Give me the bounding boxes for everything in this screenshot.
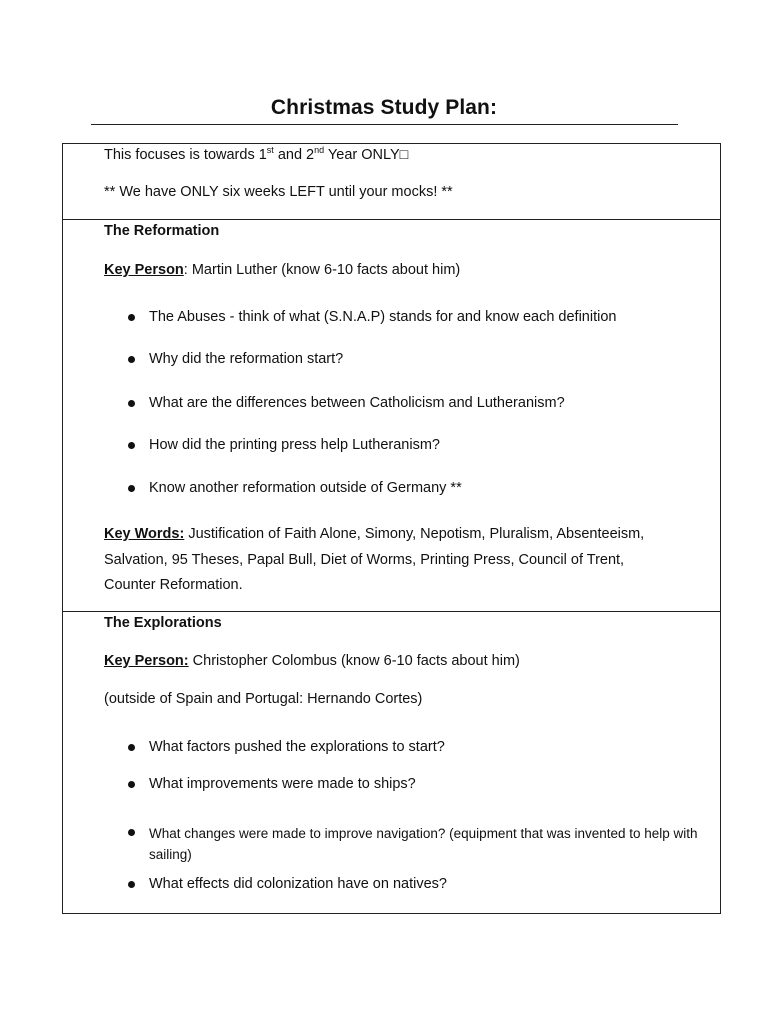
bullet-icon xyxy=(128,356,135,363)
intro-sup-second: nd xyxy=(314,145,325,156)
intro-line-1-part-b: and 2 xyxy=(273,147,315,163)
key-words-label: Key Words: xyxy=(104,526,185,542)
explorations-note: (outside of Spain and Portugal: Hernando Cortes) xyxy=(104,691,423,707)
key-words-line-2: Salvation, 95 Theses, Papal Bull, Diet of Worms, Printing Press, Council of Trent, xyxy=(104,552,625,568)
title-underline xyxy=(91,124,678,125)
bullet-icon xyxy=(128,314,135,321)
bullet-icon xyxy=(128,781,135,788)
key-words-line-3: Counter Reformation. xyxy=(104,577,243,593)
bullet-icon xyxy=(128,442,135,449)
intro-line-1-part-c: Year ONLY□ xyxy=(324,147,409,163)
reformation-bullet-1: The Abuses - think of what (S.N.A.P) stands for and know each definition xyxy=(149,309,617,325)
explorations-key-person xyxy=(104,652,520,670)
bullet-icon xyxy=(128,744,135,751)
key-words-line-1 xyxy=(104,525,644,543)
key-person-text: : Martin Luther (know 6-10 facts about him) xyxy=(183,262,461,278)
key-person-label: Key Person: xyxy=(104,653,189,669)
explorations-bullet-1: What factors pushed the explorations to start? xyxy=(149,739,445,755)
reformation-heading: The Reformation xyxy=(104,223,220,239)
reformation-bullet-4: How did the printing press help Lutheranism? xyxy=(149,437,440,453)
explorations-bullet-4: What effects did colonization have on natives? xyxy=(149,876,447,892)
bullet-icon xyxy=(128,881,135,888)
intro-line-1-part-a: This focuses is towards 1 xyxy=(104,147,267,163)
page-title: Christmas Study Plan: xyxy=(270,96,498,119)
intro-line-2: ** We have ONLY six weeks LEFT until your mocks! ** xyxy=(104,184,453,200)
intro-sup-first: st xyxy=(266,145,274,156)
bullet-icon xyxy=(128,400,135,407)
key-person-label: Key Person xyxy=(104,262,184,278)
reformation-bullet-3: What are the differences between Catholicism and Lutheranism? xyxy=(149,395,565,411)
key-person-text: Christopher Colombus (know 6-10 facts about him) xyxy=(188,653,520,669)
explorations-bullet-2: What improvements were made to ships? xyxy=(149,776,416,792)
explorations-heading: The Explorations xyxy=(104,615,222,631)
reformation-bullet-2: Why did the reformation start? xyxy=(149,351,344,367)
reformation-bullet-5: Know another reformation outside of Germany ** xyxy=(149,480,462,496)
explorations-bullet-3: What changes were made to improve navigation? (equipment that was invented to help with sailing) xyxy=(149,826,698,862)
bullet-icon xyxy=(128,485,135,492)
reformation-key-person xyxy=(104,261,460,279)
intro-line-1 xyxy=(104,146,408,164)
key-words-text-1: Justification of Faith Alone, Simony, Nepotism, Pluralism, Absenteeism, xyxy=(184,526,645,542)
bullet-icon xyxy=(128,829,135,836)
